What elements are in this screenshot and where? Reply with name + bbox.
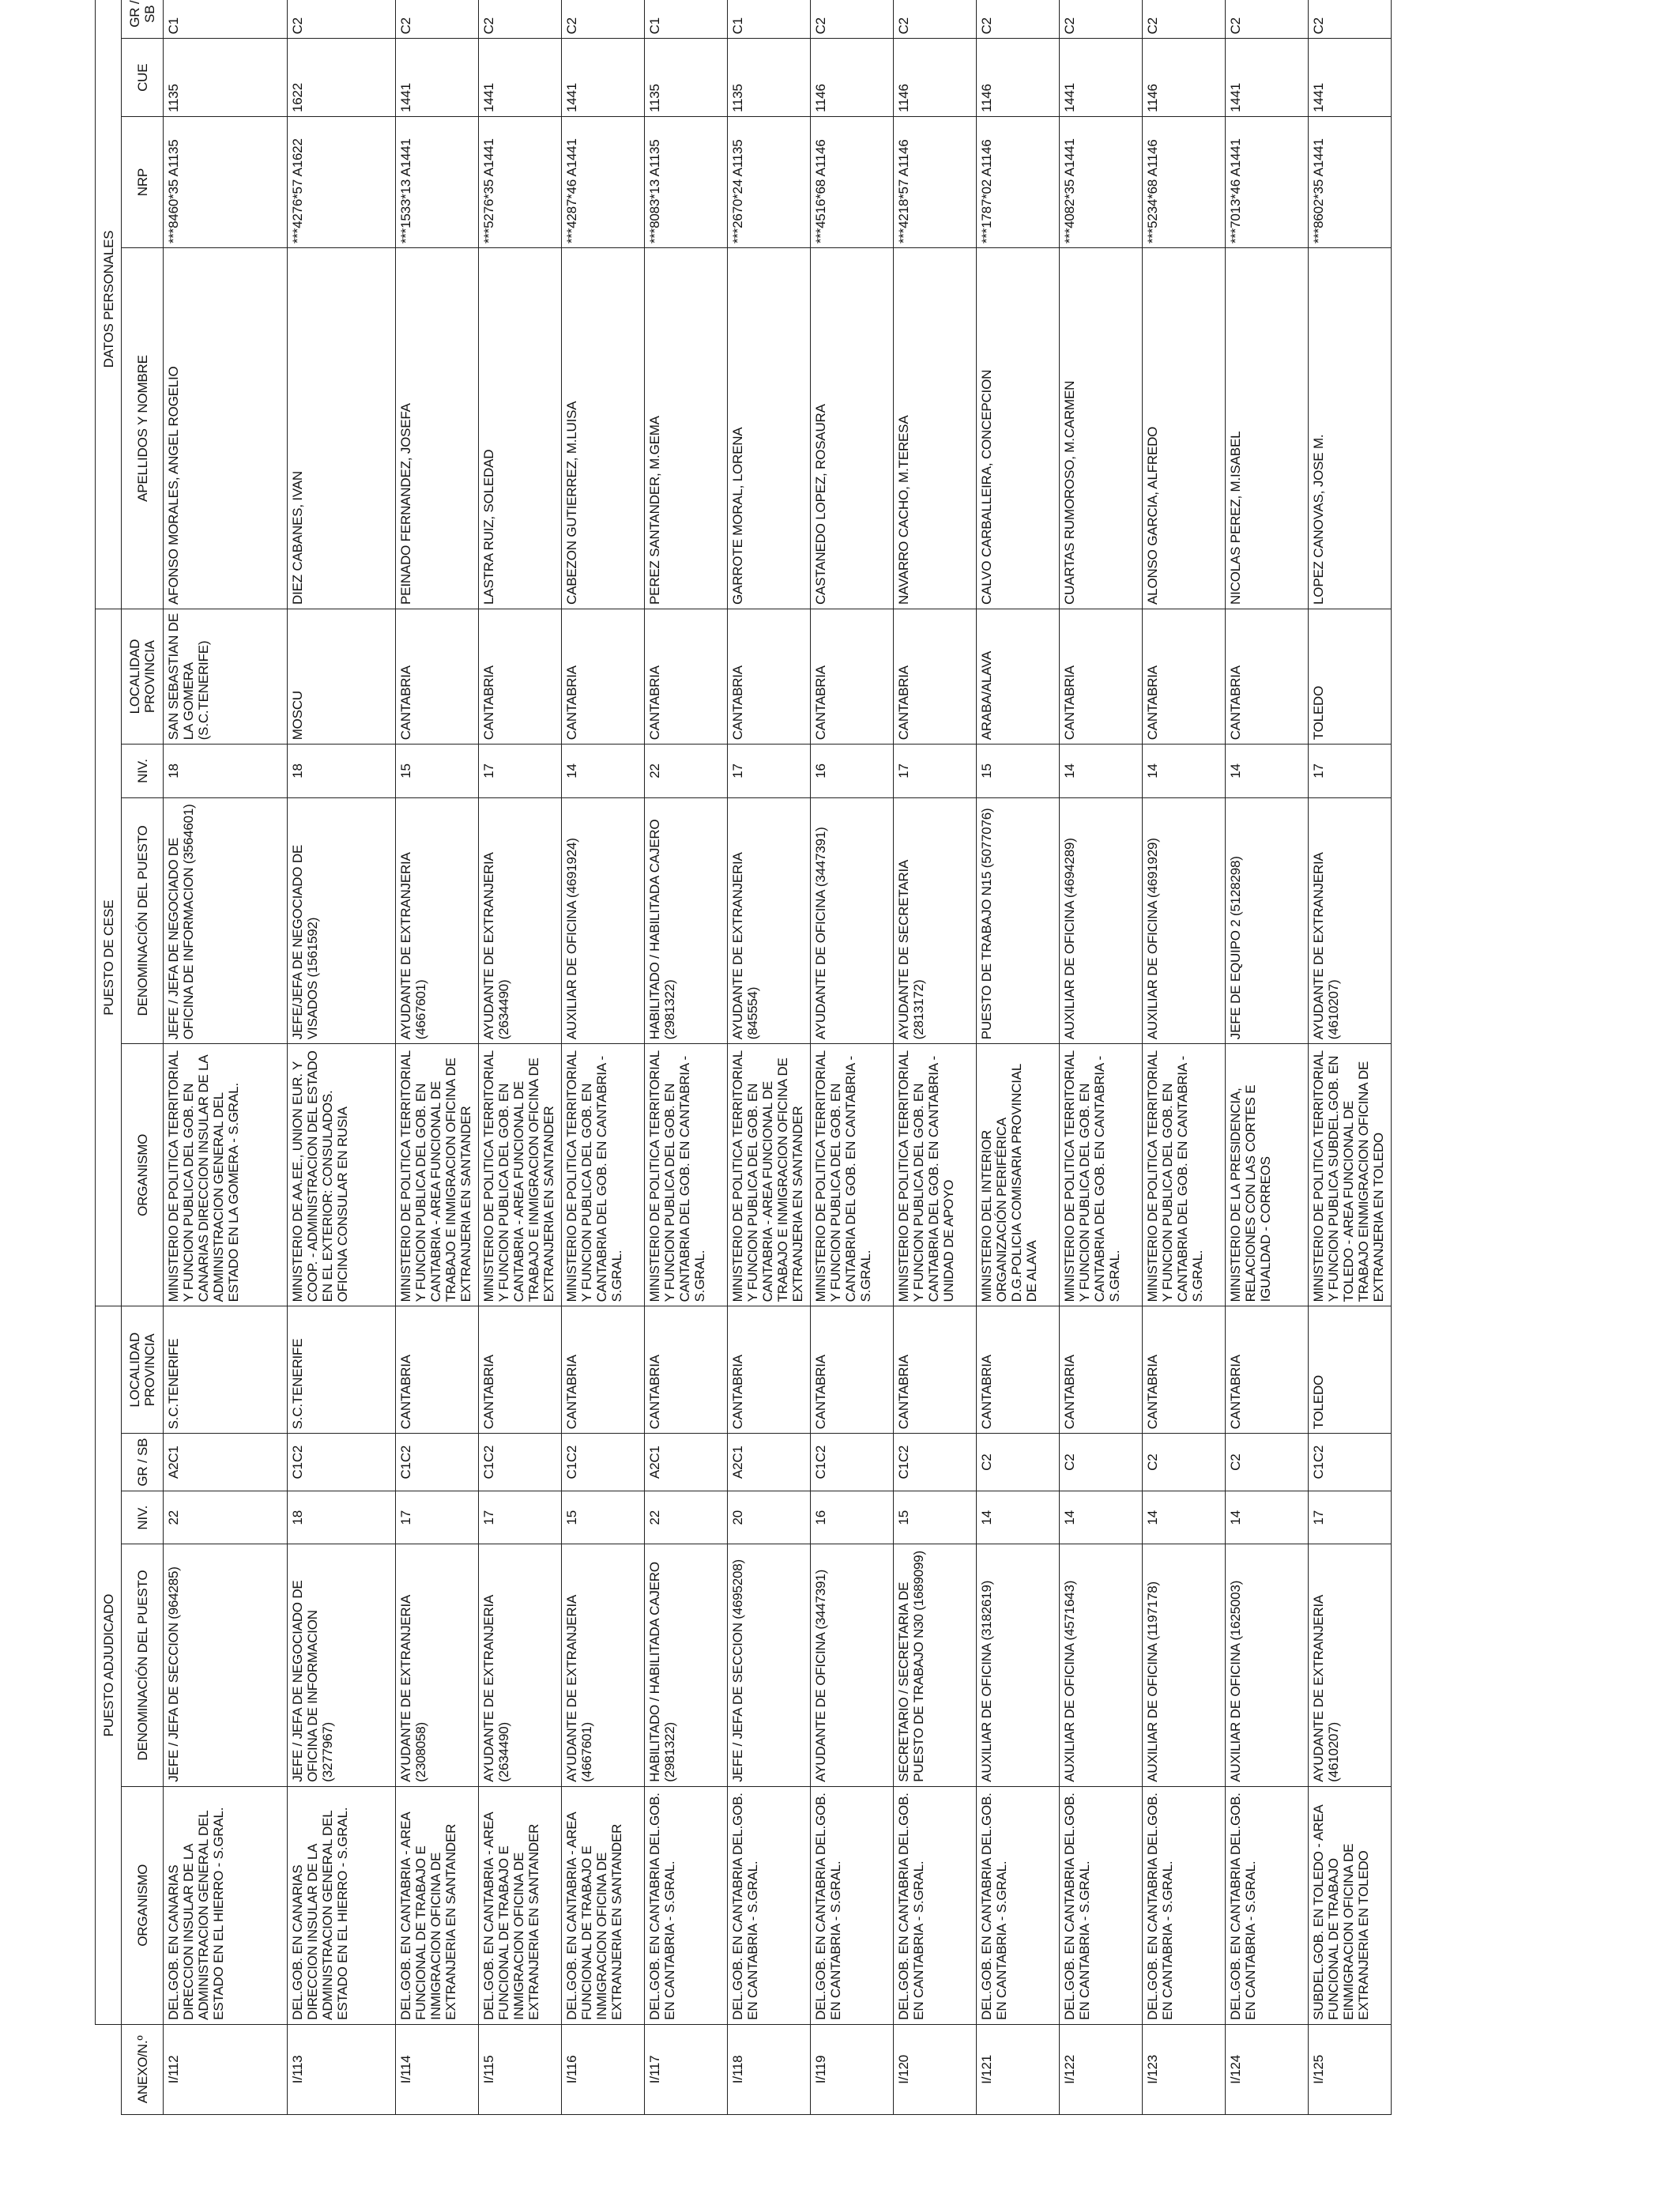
cell-denominacion-cese: AYUDANTE DE EXTRANJERIA (845554)	[728, 797, 811, 1043]
cell-nivel-adjudicado: 22	[164, 1491, 288, 1544]
cell-nivel-cese: 18	[288, 745, 396, 797]
cell-grsb-personal: C1	[164, 0, 288, 39]
cell-organismo-cese: MINISTERIO DE POLITICA TERRITORIAL Y FUNCION PUBLICA DEL GOB. EN CANTABRIA DEL GOB. EN CANTABRIA - S.GRAL.	[811, 1044, 894, 1306]
cell-grsb-adjudicado: C1C2	[288, 1434, 396, 1491]
cell-organismo-adjudicado: DEL.GOB. EN CANTABRIA DEL.GOB. EN CANTABRIA - S.GRAL.	[1143, 1786, 1226, 2024]
cell-nivel-adjudicado: 18	[288, 1491, 396, 1544]
cell-nrp: ***4287*46 A1441	[562, 117, 645, 248]
cell-denominacion-cese: PUESTO DE TRABAJO N15 (5077076)	[977, 797, 1060, 1043]
cell-localidad-adjudicado: CANTABRIA	[1143, 1306, 1226, 1434]
rotated-page	[95, 0, 1675, 2115]
cell-organismo-adjudicado: DEL.GOB. EN CANTABRIA - AREA FUNCIONAL DE TRABAJO E INMIGRACION OFICINA DE EXTRANJERIA EN SANTANDER	[479, 1786, 562, 2024]
cell-grsb-personal: C2	[288, 0, 396, 39]
cell-organismo-adjudicado: DEL.GOB. EN CANTABRIA - AREA FUNCIONAL DE TRABAJO E INMIGRACION OFICINA DE EXTRANJERIA EN SANTANDER	[562, 1786, 645, 2024]
col-header-apellidos-nombre: APELLIDOS Y NOMBRE	[122, 248, 164, 609]
cell-anexo: I/118	[728, 2024, 811, 2114]
cell-nivel-cese: 14	[1060, 745, 1143, 797]
cell-anexo: I/121	[977, 2024, 1060, 2114]
cell-nivel-adjudicado: 22	[645, 1491, 728, 1544]
cell-nivel-cese: 17	[479, 745, 562, 797]
cell-apellidos-nombre: LASTRA RUIZ, SOLEDAD	[479, 248, 562, 609]
cell-nivel-adjudicado: 14	[1060, 1491, 1143, 1544]
cell-apellidos-nombre: PEINADO FERNANDEZ, JOSEFA	[396, 248, 479, 609]
cell-localidad-adjudicado: S.C.TENERIFE	[288, 1306, 396, 1434]
cell-organismo-adjudicado: DEL.GOB. EN CANTABRIA DEL.GOB. EN CANTABRIA - S.GRAL.	[977, 1786, 1060, 2024]
cell-grsb-adjudicado: C1C2	[894, 1434, 977, 1491]
cell-localidad-adjudicado: CANTABRIA	[1060, 1306, 1143, 1434]
table-row	[562, 0, 645, 2115]
cell-nivel-cese: 17	[728, 745, 811, 797]
cell-grsb-personal: C2	[894, 0, 977, 39]
cell-organismo-adjudicado: DEL.GOB. EN CANTABRIA DEL.GOB. EN CANTABRIA - S.GRAL.	[811, 1786, 894, 2024]
table-row	[645, 0, 728, 2115]
cell-cue: 1441	[562, 39, 645, 117]
cell-nivel-cese: 18	[164, 745, 288, 797]
cell-grsb-personal: C1	[645, 0, 728, 39]
cell-cue: 1441	[1060, 39, 1143, 117]
cell-anexo: I/117	[645, 2024, 728, 2114]
cell-denominacion-adjudicado: HABILITADO / HABILITADA CAJERO (2981322)	[645, 1544, 728, 1786]
cell-grsb-personal: C2	[1143, 0, 1226, 39]
cell-nivel-cese: 22	[645, 745, 728, 797]
table-row	[396, 0, 479, 2115]
cell-cue: 1441	[396, 39, 479, 117]
cell-nrp: ***4516*68 A1146	[811, 117, 894, 248]
cell-denominacion-cese: AUXILIAR DE OFICINA (4694289)	[1060, 797, 1143, 1043]
col-header-nivel-cese: NIV.	[122, 745, 164, 797]
cell-anexo: I/120	[894, 2024, 977, 2114]
cell-anexo: I/124	[1226, 2024, 1309, 2114]
cell-localidad-adjudicado: CANTABRIA	[894, 1306, 977, 1434]
cell-localidad-cese: CANTABRIA	[396, 609, 479, 744]
cell-nivel-adjudicado: 15	[562, 1491, 645, 1544]
table-row	[164, 0, 288, 2115]
col-header-anexo: ANEXO/N.º	[122, 2024, 164, 2114]
cell-nivel-adjudicado: 20	[728, 1491, 811, 1544]
cell-localidad-adjudicado: CANTABRIA	[1226, 1306, 1309, 1434]
table-row	[479, 0, 562, 2115]
cell-grsb-adjudicado: A2C1	[728, 1434, 811, 1491]
table-row	[1309, 0, 1392, 2115]
cell-grsb-personal: C2	[811, 0, 894, 39]
cell-localidad-adjudicado: TOLEDO	[1309, 1306, 1392, 1434]
adjudicaciones-table	[95, 0, 1392, 2115]
cell-anexo: I/123	[1143, 2024, 1226, 2114]
group-datos-personales: DATOS PERSONALES	[96, 0, 122, 609]
cell-cue: 1441	[479, 39, 562, 117]
table-row	[1226, 0, 1309, 2115]
group-puesto-de-cese: PUESTO DE CESE	[96, 609, 122, 1306]
cell-localidad-cese: CANTABRIA	[1143, 609, 1226, 744]
cell-apellidos-nombre: LOPEZ CANOVAS, JOSE M.	[1309, 248, 1392, 609]
cell-nivel-cese: 15	[977, 745, 1060, 797]
cell-nivel-adjudicado: 16	[811, 1491, 894, 1544]
col-header-nivel-adjudicado: NIV.	[122, 1491, 164, 1544]
cell-apellidos-nombre: PEREZ SANTANDER, M.GEMA	[645, 248, 728, 609]
cell-apellidos-nombre: DIEZ CABANES, IVAN	[288, 248, 396, 609]
cell-cue: 1135	[645, 39, 728, 117]
cell-localidad-adjudicado: CANTABRIA	[728, 1306, 811, 1434]
cell-localidad-adjudicado: CANTABRIA	[479, 1306, 562, 1434]
cell-denominacion-cese: AUXILIAR DE OFICINA (4691929)	[1143, 797, 1226, 1043]
cell-nrp: ***5276*35 A1441	[479, 117, 562, 248]
col-header-organismo-adjudicado: ORGANISMO	[122, 1786, 164, 2024]
cell-localidad-adjudicado: CANTABRIA	[396, 1306, 479, 1434]
col-header-grsb-adjudicado: GR / SB	[122, 1434, 164, 1491]
cell-localidad-cese: TOLEDO	[1309, 609, 1392, 744]
cell-organismo-adjudicado: DEL.GOB. EN CANTABRIA DEL.GOB. EN CANTABRIA - S.GRAL.	[1226, 1786, 1309, 2024]
cell-cue: 1146	[894, 39, 977, 117]
cell-organismo-cese: MINISTERIO DE LA PRESIDENCIA, RELACIONES CON LAS CORTES E IGUALDAD - CORREOS	[1226, 1044, 1309, 1306]
cell-grsb-personal: C2	[1309, 0, 1392, 39]
table-row	[1060, 0, 1143, 2115]
cell-denominacion-adjudicado: AYUDANTE DE EXTRANJERIA (4667601)	[562, 1544, 645, 1786]
cell-localidad-cese: CANTABRIA	[894, 609, 977, 744]
cell-grsb-personal: C2	[479, 0, 562, 39]
col-header-grsb-personal: GR / SB	[122, 0, 164, 39]
col-header-denominacion-adjudicado: DENOMINACIÓN DEL PUESTO	[122, 1544, 164, 1786]
cell-grsb-adjudicado: A2C1	[164, 1434, 288, 1491]
cell-denominacion-cese: AYUDANTE DE SECRETARIA (2813172)	[894, 797, 977, 1043]
cell-grsb-adjudicado: C1C2	[396, 1434, 479, 1491]
column-header-row	[122, 0, 164, 2115]
cell-grsb-adjudicado: C1C2	[811, 1434, 894, 1491]
cell-localidad-cese: CANTABRIA	[645, 609, 728, 744]
cell-denominacion-cese: AUXILIAR DE OFICINA (4691924)	[562, 797, 645, 1043]
cell-nrp: ***1787*02 A1146	[977, 117, 1060, 248]
table-header	[96, 0, 164, 2115]
cell-denominacion-cese: AYUDANTE DE EXTRANJERIA (4667601)	[396, 797, 479, 1043]
cell-organismo-cese: MINISTERIO DE POLITICA TERRITORIAL Y FUNCION PUBLICA SUBDEL.GOB. EN TOLEDO - AREA FUNCIONAL DE TRABAJO EINMIGRACION OFICINA DE EXTRANJERIA EN TOLEDO	[1309, 1044, 1392, 1306]
cell-grsb-adjudicado: C2	[1226, 1434, 1309, 1491]
cell-denominacion-cese: JEFE DE EQUIPO 2 (5128298)	[1226, 797, 1309, 1043]
cell-organismo-adjudicado: DEL.GOB. EN CANTABRIA - AREA FUNCIONAL DE TRABAJO E INMIGRACION OFICINA DE EXTRANJERIA EN SANTANDER	[396, 1786, 479, 2024]
group-header-blank	[96, 2024, 122, 2114]
cell-organismo-adjudicado: DEL.GOB. EN CANTABRIA DEL.GOB. EN CANTABRIA - S.GRAL.	[645, 1786, 728, 2024]
cell-apellidos-nombre: GARROTE MORAL, LORENA	[728, 248, 811, 609]
cell-anexo: I/113	[288, 2024, 396, 2114]
cell-organismo-adjudicado: SUBDEL.GOB. EN TOLEDO - AREA FUNCIONAL DE TRABAJO EINMIGRACION OFICINA DE EXTRANJERIA EN TOLEDO	[1309, 1786, 1392, 2024]
cell-nivel-adjudicado: 14	[1226, 1491, 1309, 1544]
cell-nrp: ***4218*57 A1146	[894, 117, 977, 248]
cell-nrp: ***8602*35 A1441	[1309, 117, 1392, 248]
col-header-cue: CUE	[122, 39, 164, 117]
cell-nrp: ***4276*57 A1622	[288, 117, 396, 248]
cell-denominacion-adjudicado: AUXILIAR DE OFICINA (1197178)	[1143, 1544, 1226, 1786]
cell-nivel-adjudicado: 14	[977, 1491, 1060, 1544]
cell-cue: 1441	[1309, 39, 1392, 117]
cell-nrp: ***8083*13 A1135	[645, 117, 728, 248]
col-header-organismo-cese: ORGANISMO	[122, 1044, 164, 1306]
cell-localidad-cese: CANTABRIA	[728, 609, 811, 744]
cell-nrp: ***8460*35 A1135	[164, 117, 288, 248]
cell-denominacion-cese: AYUDANTE DE EXTRANJERIA (4610207)	[1309, 797, 1392, 1043]
cell-localidad-adjudicado: CANTABRIA	[977, 1306, 1060, 1434]
cell-denominacion-adjudicado: AYUDANTE DE OFICINA (3447391)	[811, 1544, 894, 1786]
cell-organismo-cese: MINISTERIO DE POLITICA TERRITORIAL Y FUNCION PUBLICA DEL GOB. EN CANTABRIA - AREA FUNCIONAL DE TRABAJO E INMIGRACION OFICINA DE EXTRANJERIA EN SANTANDER	[728, 1044, 811, 1306]
cell-anexo: I/114	[396, 2024, 479, 2114]
cell-cue: 1146	[811, 39, 894, 117]
cell-grsb-personal: C2	[396, 0, 479, 39]
cell-denominacion-adjudicado: JEFE / JEFA DE SECCION (4695208)	[728, 1544, 811, 1786]
cell-cue: 1146	[977, 39, 1060, 117]
col-header-localidad-adjudicado: LOCALIDAD PROVINCIA	[122, 1306, 164, 1434]
cell-organismo-cese: MINISTERIO DE POLITICA TERRITORIAL Y FUNCION PUBLICA DEL GOB. EN CANTABRIA DEL GOB. EN CANTABRIA - S.GRAL.	[1143, 1044, 1226, 1306]
cell-grsb-adjudicado: A2C1	[645, 1434, 728, 1491]
cell-nivel-adjudicado: 15	[894, 1491, 977, 1544]
cell-denominacion-adjudicado: AUXILIAR DE OFICINA (1625003)	[1226, 1544, 1309, 1786]
cell-nivel-adjudicado: 17	[479, 1491, 562, 1544]
cell-cue: 1135	[164, 39, 288, 117]
cell-cue: 1135	[728, 39, 811, 117]
col-header-nrp: NRP	[122, 117, 164, 248]
cell-denominacion-adjudicado: AYUDANTE DE EXTRANJERIA (2308058)	[396, 1544, 479, 1786]
cell-nrp: ***4082*35 A1441	[1060, 117, 1143, 248]
cell-apellidos-nombre: CABEZON GUTIERREZ, M.LUISA	[562, 248, 645, 609]
cell-anexo: I/125	[1309, 2024, 1392, 2114]
cell-grsb-personal: C2	[1226, 0, 1309, 39]
cell-denominacion-cese: JEFE / JEFA DE NEGOCIADO DE OFICINA DE INFORMACION (3564601)	[164, 797, 288, 1043]
cell-localidad-cese: MOSCU	[288, 609, 396, 744]
table-row	[977, 0, 1060, 2115]
table-row	[894, 0, 977, 2115]
cell-organismo-cese: MINISTERIO DE POLITICA TERRITORIAL Y FUNCION PUBLICA DEL GOB. EN CANTABRIA DEL GOB. EN CANTABRIA - S.GRAL.	[645, 1044, 728, 1306]
cell-nivel-cese: 16	[811, 745, 894, 797]
cell-denominacion-adjudicado: SECRETARIO / SECRETARIA DE PUESTO DE TRABAJO N30 (1689099)	[894, 1544, 977, 1786]
cell-organismo-cese: MINISTERIO DE AA.EE., UNION EUR. Y COOP. - ADMINISTRACION DEL ESTADO EN EL EXTERIOR: CONSULADOS. OFICINA CONSULAR EN RUSIA	[288, 1044, 396, 1306]
cell-grsb-adjudicado: C2	[977, 1434, 1060, 1491]
cell-denominacion-cese: AYUDANTE DE OFICINA (3447391)	[811, 797, 894, 1043]
cell-nrp: ***7013*46 A1441	[1226, 117, 1309, 248]
cell-localidad-adjudicado: S.C.TENERIFE	[164, 1306, 288, 1434]
cell-anexo: I/116	[562, 2024, 645, 2114]
cell-grsb-adjudicado: C1C2	[562, 1434, 645, 1491]
cell-localidad-cese: SAN SEBASTIAN DE LA GOMERA (S.C.TENERIFE)	[164, 609, 288, 744]
cell-cue: 1622	[288, 39, 396, 117]
cell-cue: 1146	[1143, 39, 1226, 117]
cell-localidad-cese: CANTABRIA	[479, 609, 562, 744]
cell-localidad-cese: CANTABRIA	[811, 609, 894, 744]
cell-apellidos-nombre: NICOLAS PEREZ, M.ISABEL	[1226, 248, 1309, 609]
cell-apellidos-nombre: NAVARRO CACHO, M.TERESA	[894, 248, 977, 609]
cell-denominacion-adjudicado: AUXILIAR DE OFICINA (4571643)	[1060, 1544, 1143, 1786]
cell-nivel-adjudicado: 17	[396, 1491, 479, 1544]
cell-localidad-cese: CANTABRIA	[562, 609, 645, 744]
table-row	[811, 0, 894, 2115]
cell-nivel-cese: 14	[1143, 745, 1226, 797]
col-header-denominacion-cese: DENOMINACIÓN DEL PUESTO	[122, 797, 164, 1043]
cell-apellidos-nombre: AFONSO MORALES, ANGEL ROGELIO	[164, 248, 288, 609]
cell-organismo-cese: MINISTERIO DE POLITICA TERRITORIAL Y FUNCION PUBLICA DEL GOB. EN CANTABRIA - AREA FUNCIONAL DE TRABAJO E INMIGRACION OFICINA DE EXTRANJERIA EN SANTANDER	[396, 1044, 479, 1306]
cell-nivel-cese: 14	[1226, 745, 1309, 797]
cell-localidad-adjudicado: CANTABRIA	[562, 1306, 645, 1434]
cell-localidad-cese: CANTABRIA	[1060, 609, 1143, 744]
cell-organismo-cese: MINISTERIO DE POLITICA TERRITORIAL Y FUNCION PUBLICA DEL GOB. EN CANTABRIA DEL GOB. EN CANTABRIA - S.GRAL.	[1060, 1044, 1143, 1306]
cell-denominacion-cese: JEFE/JEFA DE NEGOCIADO DE VISADOS (1561592)	[288, 797, 396, 1043]
table-body	[164, 0, 1392, 2115]
cell-localidad-cese: ARABA/ALAVA	[977, 609, 1060, 744]
cell-nivel-cese: 14	[562, 745, 645, 797]
cell-localidad-cese: CANTABRIA	[1226, 609, 1309, 744]
cell-denominacion-adjudicado: JEFE / JEFA DE NEGOCIADO DE OFICINA DE INFORMACION (3277967)	[288, 1544, 396, 1786]
cell-denominacion-adjudicado: AYUDANTE DE EXTRANJERIA (2634490)	[479, 1544, 562, 1786]
cell-anexo: I/115	[479, 2024, 562, 2114]
cell-denominacion-adjudicado: AUXILIAR DE OFICINA (3182619)	[977, 1544, 1060, 1786]
cell-denominacion-adjudicado: AYUDANTE DE EXTRANJERIA (4610207)	[1309, 1544, 1392, 1786]
cell-nivel-cese: 15	[396, 745, 479, 797]
col-header-localidad-cese: LOCALIDAD PROVINCIA	[122, 609, 164, 744]
cell-apellidos-nombre: CALVO CARBALLEIRA, CONCEPCION	[977, 248, 1060, 609]
cell-apellidos-nombre: CASTANEDO LOPEZ, ROSAURA	[811, 248, 894, 609]
cell-nivel-cese: 17	[894, 745, 977, 797]
table-row	[1143, 0, 1226, 2115]
cell-nivel-adjudicado: 14	[1143, 1491, 1226, 1544]
cell-nrp: ***1533*13 A1441	[396, 117, 479, 248]
cell-grsb-personal: C2	[562, 0, 645, 39]
cell-organismo-adjudicado: DEL.GOB. EN CANTABRIA DEL.GOB. EN CANTABRIA - S.GRAL.	[728, 1786, 811, 2024]
table-row	[288, 0, 396, 2115]
cell-organismo-cese: MINISTERIO DE POLITICA TERRITORIAL Y FUNCION PUBLICA DEL GOB. EN CANTABRIA - AREA FUNCIONAL DE TRABAJO E INMIGRACION OFICINA DE EXTRANJERIA EN SANTANDER	[479, 1044, 562, 1306]
cell-grsb-personal: C1	[728, 0, 811, 39]
table-row	[728, 0, 811, 2115]
cell-organismo-adjudicado: DEL.GOB. EN CANTABRIA DEL.GOB. EN CANTABRIA - S.GRAL.	[894, 1786, 977, 2024]
cell-grsb-adjudicado: C2	[1143, 1434, 1226, 1491]
cell-anexo: I/122	[1060, 2024, 1143, 2114]
cell-denominacion-cese: AYUDANTE DE EXTRANJERIA (2634490)	[479, 797, 562, 1043]
cell-denominacion-adjudicado: JEFE / JEFA DE SECCION (964285)	[164, 1544, 288, 1786]
cell-organismo-cese: MINISTERIO DE POLITICA TERRITORIAL Y FUNCION PUBLICA DEL GOB. EN CANTABRIA DEL GOB. EN CANTABRIA - UNIDAD DE APOYO	[894, 1044, 977, 1306]
cell-organismo-cese: MINISTERIO DE POLITICA TERRITORIAL Y FUNCION PUBLICA DEL GOB. EN CANARIAS DIRECCION INSULAR DE LA ADMINISTRACION GENERAL DEL ESTADO EN LA GOMERA - S.GRAL.	[164, 1044, 288, 1306]
group-header-row	[96, 0, 122, 2115]
cell-nivel-cese: 17	[1309, 745, 1392, 797]
group-puesto-adjudicado: PUESTO ADJUDICADO	[96, 1306, 122, 2024]
cell-grsb-personal: C2	[977, 0, 1060, 39]
cell-grsb-adjudicado: C2	[1060, 1434, 1143, 1491]
cell-nivel-adjudicado: 17	[1309, 1491, 1392, 1544]
cell-anexo: I/112	[164, 2024, 288, 2114]
cell-localidad-adjudicado: CANTABRIA	[811, 1306, 894, 1434]
cell-denominacion-cese: HABILITADO / HABILITADA CAJERO (2981322)	[645, 797, 728, 1043]
cell-organismo-adjudicado: DEL.GOB. EN CANTABRIA DEL.GOB. EN CANTABRIA - S.GRAL.	[1060, 1786, 1143, 2024]
cell-organismo-adjudicado: DEL.GOB. EN CANARIAS DIRECCION INSULAR DE LA ADMINISTRACION GENERAL DEL ESTADO EN EL HIERRO - S.GRAL.	[288, 1786, 396, 2024]
cell-apellidos-nombre: CUARTAS RUMOROSO, M.CARMEN	[1060, 248, 1143, 609]
cell-nrp: ***5234*68 A1146	[1143, 117, 1226, 248]
cell-nrp: ***2670*24 A1135	[728, 117, 811, 248]
cell-grsb-adjudicado: C1C2	[1309, 1434, 1392, 1491]
cell-organismo-adjudicado: DEL.GOB. EN CANARIAS DIRECCION INSULAR DE LA ADMINISTRACION GENERAL DEL ESTADO EN EL HIERRO - S.GRAL.	[164, 1786, 288, 2024]
cell-grsb-adjudicado: C1C2	[479, 1434, 562, 1491]
cell-anexo: I/119	[811, 2024, 894, 2114]
cell-localidad-adjudicado: CANTABRIA	[645, 1306, 728, 1434]
cell-organismo-cese: MINISTERIO DEL INTERIOR ORGANIZACIÓN PERIFÉRICA D.G.POLICIA COMISARIA PROVINCIAL DE ALAVA	[977, 1044, 1060, 1306]
cell-apellidos-nombre: ALONSO GARCIA, ALFREDO	[1143, 248, 1226, 609]
cell-grsb-personal: C2	[1060, 0, 1143, 39]
cell-cue: 1441	[1226, 39, 1309, 117]
cell-organismo-cese: MINISTERIO DE POLITICA TERRITORIAL Y FUNCION PUBLICA DEL GOB. EN CANTABRIA DEL GOB. EN CANTABRIA - S.GRAL.	[562, 1044, 645, 1306]
